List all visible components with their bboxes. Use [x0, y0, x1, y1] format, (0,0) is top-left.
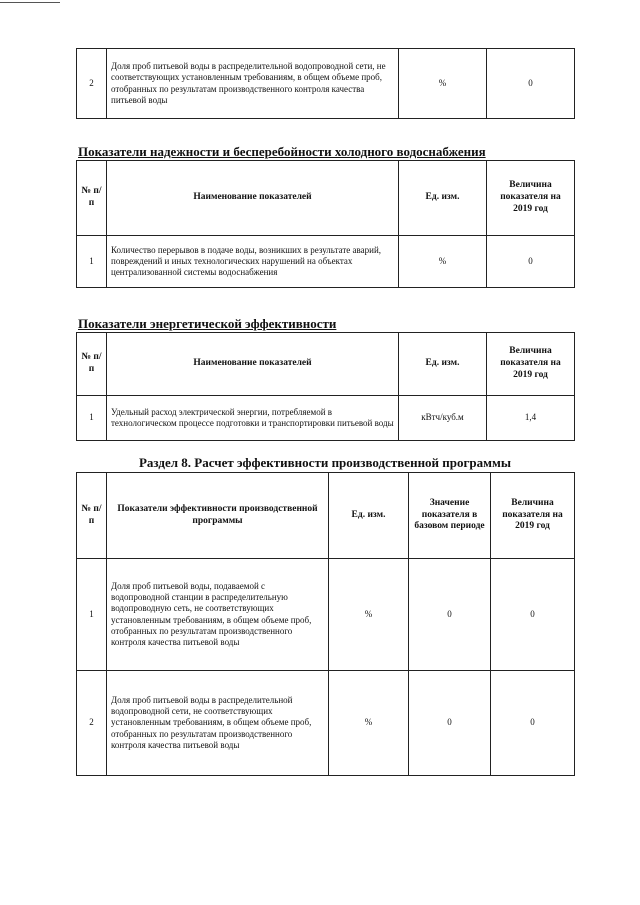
indicator-base-value: 0 — [409, 671, 491, 776]
row-number: 2 — [77, 671, 107, 776]
header-base: Значение показателя в базовом периоде — [409, 473, 491, 559]
header-name: Показатели эффективности производственной программы — [107, 473, 329, 559]
section-title-reliability: Показатели надежности и бесперебойности холодного водоснабжения — [78, 144, 486, 159]
header-name: Наименование показателей — [107, 333, 399, 396]
indicator-unit: % — [399, 49, 487, 119]
indicator-name: Доля проб питьевой воды, подаваемой с водопроводной станции в распределительную водопроводную сеть, не соответствующих установленным требованиям, в общем объеме проб, отобранных по результатам производственного контроля качества питьевой воды — [107, 559, 329, 671]
header-num: № п/п — [77, 161, 107, 236]
indicator-base-value: 0 — [409, 559, 491, 671]
indicator-unit: % — [329, 559, 409, 671]
indicator-value: 0 — [491, 671, 575, 776]
header-value: Величина показателя на 2019 год — [491, 473, 575, 559]
indicator-name: Количество перерывов в подаче воды, возникших в результате аварий, повреждений и иных технологических нарушений на объектах централизованной системы водоснабжения — [107, 236, 399, 288]
table-row — [77, 559, 575, 671]
indicator-value: 0 — [487, 236, 575, 288]
table-header-row — [77, 473, 575, 559]
row-number: 1 — [77, 559, 107, 671]
row-number: 2 — [77, 49, 107, 119]
indicator-value: 1,4 — [487, 396, 575, 441]
table-row — [77, 396, 575, 441]
top-rule — [0, 2, 60, 3]
indicator-value: 0 — [491, 559, 575, 671]
row-number: 1 — [77, 236, 107, 288]
section-title-8: Раздел 8. Расчет эффективности производственной программы — [138, 455, 512, 470]
row-number: 1 — [77, 396, 107, 441]
header-num: № п/п — [77, 333, 107, 396]
table-energy — [76, 332, 575, 441]
indicator-value: 0 — [487, 49, 575, 119]
header-value: Величина показателя на 2019 год — [487, 333, 575, 396]
header-unit: Ед. изм. — [329, 473, 409, 559]
table-header-row — [77, 333, 575, 396]
indicator-name: Доля проб питьевой воды в распределительной водопроводной сети, не соответствующих установленным требованиям, в общем объеме проб, отобранных по результатам производственного контроля качества питьевой воды — [107, 49, 399, 119]
table-row — [77, 236, 575, 288]
indicator-name: Удельный расход электрической энергии, потребляемой в технологическом процессе подготовки и транспортировки питьевой воды — [107, 396, 399, 441]
table-section8 — [76, 472, 575, 776]
header-name: Наименование показателей — [107, 161, 399, 236]
table-header-row — [77, 161, 575, 236]
table-continued — [76, 48, 575, 119]
indicator-unit: % — [399, 236, 487, 288]
indicator-name: Доля проб питьевой воды в распределительной водопроводной сети, не соответствующих установленным требованиям, в общем объеме проб, отобранных по результатам производственного контроля качества питьевой воды — [107, 671, 329, 776]
header-value: Величина показателя на 2019 год — [487, 161, 575, 236]
indicator-unit: кВтч/куб.м — [399, 396, 487, 441]
header-unit: Ед. изм. — [399, 161, 487, 236]
indicator-unit: % — [329, 671, 409, 776]
table-reliability — [76, 160, 575, 288]
table-row — [77, 49, 575, 119]
header-unit: Ед. изм. — [399, 333, 487, 396]
header-num: № п/п — [77, 473, 107, 559]
section-title-energy: Показатели энергетической эффективности — [78, 316, 337, 331]
table-row — [77, 671, 575, 776]
